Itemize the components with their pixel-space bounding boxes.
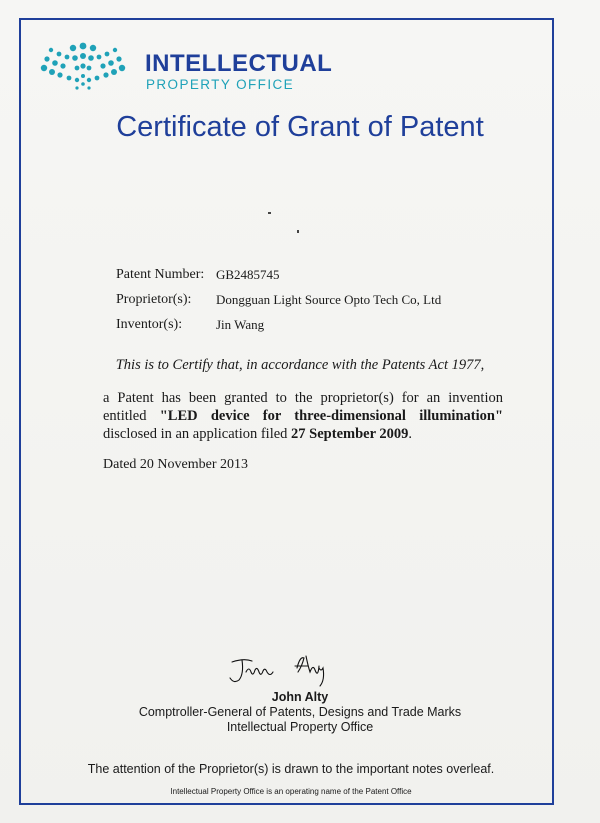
dated-line: Dated 20 November 2013 bbox=[103, 457, 249, 472]
ipo-logo-icon bbox=[38, 42, 128, 94]
footer-note: Intellectual Property Office is an operating name of the Patent Office bbox=[170, 787, 412, 796]
patent-number-value: GB2485745 bbox=[216, 266, 280, 282]
signatory-org: Intellectual Property Office bbox=[226, 720, 374, 734]
patent-fields bbox=[116, 262, 441, 337]
field-label: Inventor(s): bbox=[116, 316, 183, 332]
org-subtitle: PROPERTY OFFICE bbox=[146, 77, 295, 92]
field-label: Patent Number: bbox=[116, 266, 205, 282]
field-row-inventor bbox=[116, 312, 441, 337]
speck bbox=[297, 230, 299, 233]
signatory-role: Comptroller-General of Patents, Designs and Trade Marks bbox=[138, 705, 462, 719]
certificate-title: Certificate of Grant of Patent bbox=[116, 111, 484, 143]
speck bbox=[268, 212, 271, 214]
signatory-block bbox=[0, 690, 600, 735]
certify-statement: This is to Certify that, in accordance with the Patents Act 1977, bbox=[115, 357, 485, 373]
important-notice: The attention of the Proprietor(s) is drawn to the important notes overleaf. bbox=[87, 762, 495, 776]
org-name: INTELLECTUAL bbox=[145, 50, 333, 77]
inventor-value: Jin Wang bbox=[216, 316, 265, 332]
field-label: Proprietor(s): bbox=[116, 291, 192, 307]
grant-text-part1: a Patent has been granted to the proprietor(s) for an invention entitled bbox=[103, 390, 503, 424]
grant-text-part3: . bbox=[408, 426, 413, 442]
proprietor-value: Dongguan Light Source Opto Tech Co, Ltd bbox=[216, 291, 442, 307]
signature-image bbox=[222, 648, 352, 692]
field-row-patent-number bbox=[116, 262, 441, 287]
filed-date: 27 September 2009 bbox=[291, 426, 409, 442]
invention-title: "LED device for three-dimensional illumination" bbox=[159, 408, 503, 424]
field-row-proprietor bbox=[116, 287, 441, 312]
grant-text-part2: disclosed in an application filed bbox=[103, 426, 292, 442]
signatory-name: John Alty bbox=[271, 690, 329, 704]
grant-statement bbox=[103, 389, 503, 443]
